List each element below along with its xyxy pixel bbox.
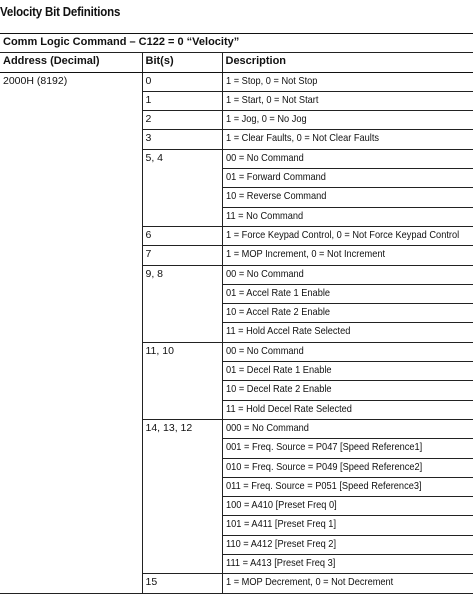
description-cell: [222, 130, 473, 149]
description-text: 000 = No Command: [225, 421, 309, 434]
description-text: 11 = Hold Accel Rate Selected: [225, 325, 350, 338]
description-cell: [222, 477, 473, 496]
description-cell: [222, 400, 473, 419]
description-cell: [222, 381, 473, 400]
bits-cell: 9, 8: [142, 265, 222, 342]
description-text: 01 = Decel Rate 1 Enable: [225, 364, 332, 377]
table-body: [0, 72, 473, 593]
description-text: 010 = Freq. Source = P049 [Speed Reference2]: [225, 460, 422, 473]
bits-cell: 1: [142, 91, 222, 110]
description-text: 00 = No Command: [225, 267, 304, 280]
description-text: 00 = No Command: [225, 151, 304, 164]
description-text: 101 = A411 [Preset Freq 1]: [225, 518, 336, 531]
description-text: 001 = Freq. Source = P047 [Speed Reference1]: [225, 441, 422, 454]
description-cell: [222, 265, 473, 284]
description-cell: [222, 555, 473, 574]
description-text: 1 = MOP Decrement, 0 = Not Decrement: [225, 576, 393, 589]
bits-cell: 7: [142, 246, 222, 265]
description-text: 1 = Start, 0 = Not Start: [225, 93, 318, 106]
description-cell: [222, 149, 473, 168]
table-caption: Comm Logic Command – C122 = 0 “Velocity”: [0, 34, 473, 53]
description-text: 1 = Stop, 0 = Not Stop: [225, 74, 317, 87]
page-title: Velocity Bit Definitions: [0, 5, 121, 19]
description-cell: [222, 169, 473, 188]
bits-cell: 3: [142, 130, 222, 149]
description-cell: [222, 323, 473, 342]
description-cell: [222, 246, 473, 265]
description-cell: [222, 342, 473, 361]
description-cell: [222, 207, 473, 226]
description-cell: [222, 284, 473, 303]
description-text: 1 = Clear Faults, 0 = Not Clear Faults: [225, 132, 379, 145]
bits-cell: 14, 13, 12: [142, 419, 222, 573]
description-cell: [222, 497, 473, 516]
description-cell: [222, 72, 473, 91]
description-text: 01 = Forward Command: [225, 171, 326, 184]
description-text: 01 = Accel Rate 1 Enable: [225, 286, 330, 299]
address-cell: 2000H (8192): [0, 72, 142, 593]
table-row: [0, 72, 473, 91]
description-cell: [222, 304, 473, 323]
bits-header: Bit(s): [142, 53, 222, 72]
description-text: 011 = Freq. Source = P051 [Speed Reference3]: [225, 479, 422, 492]
description-text: 11 = Hold Decel Rate Selected: [225, 402, 352, 415]
description-cell: [222, 91, 473, 110]
description-text: 11 = No Command: [225, 209, 303, 222]
bits-cell: 2: [142, 111, 222, 130]
description-text: 1 = Jog, 0 = No Jog: [225, 113, 307, 126]
description-cell: [222, 362, 473, 381]
description-text: 110 = A412 [Preset Freq 2]: [225, 537, 336, 550]
bits-cell: 11, 10: [142, 342, 222, 419]
description-cell: [222, 419, 473, 438]
description-header: Description: [222, 53, 473, 72]
description-cell: [222, 516, 473, 535]
description-text: 1 = MOP Increment, 0 = Not Increment: [225, 248, 385, 261]
bits-cell: 15: [142, 574, 222, 593]
description-text: 10 = Decel Rate 2 Enable: [225, 383, 332, 396]
description-cell: [222, 439, 473, 458]
description-text: 1 = Force Keypad Control, 0 = Not Force Keypad Control: [225, 228, 459, 241]
bits-cell: 0: [142, 72, 222, 91]
description-cell: [222, 188, 473, 207]
description-text: 10 = Reverse Command: [225, 190, 326, 203]
description-cell: [222, 574, 473, 593]
bits-cell: 5, 4: [142, 149, 222, 226]
bit-definitions-table: [0, 33, 473, 594]
description-cell: [222, 458, 473, 477]
description-cell: [222, 111, 473, 130]
description-cell: [222, 535, 473, 554]
bits-cell: 6: [142, 226, 222, 245]
description-text: 100 = A410 [Preset Freq 0]: [225, 499, 337, 512]
description-text: 111 = A413 [Preset Freq 3]: [225, 557, 335, 570]
description-text: 00 = No Command: [225, 344, 304, 357]
address-header: Address (Decimal): [0, 53, 142, 72]
description-text: 10 = Accel Rate 2 Enable: [225, 306, 330, 319]
description-cell: [222, 226, 473, 245]
